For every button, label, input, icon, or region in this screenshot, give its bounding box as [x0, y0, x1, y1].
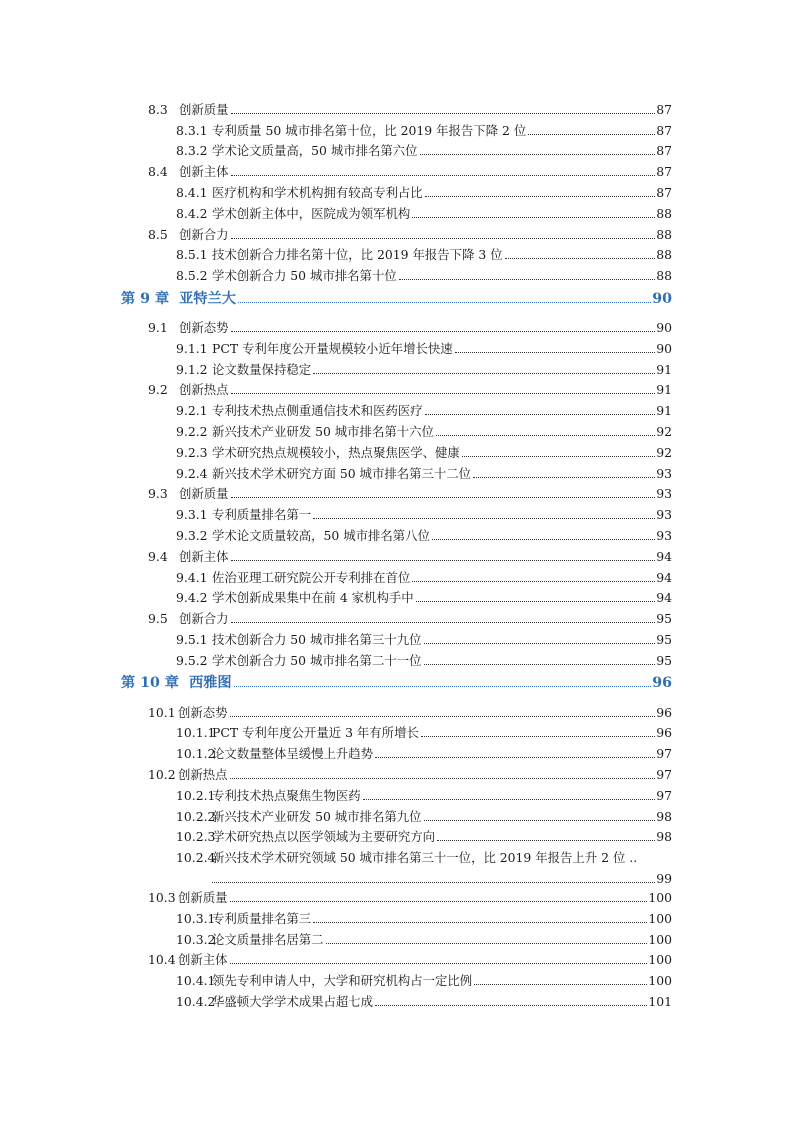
- toc-dot-leader: [313, 517, 655, 519]
- toc-dot-leader: [231, 174, 656, 176]
- toc-entry-number: 10.1: [148, 704, 176, 720]
- toc-entry-page: 96: [656, 725, 672, 741]
- toc-entry-page: 87: [656, 164, 672, 180]
- toc-dot-leader: [421, 735, 655, 737]
- toc-entry-page: 95: [656, 631, 672, 647]
- table-of-contents: [0, 96, 793, 1009]
- toc-dot-leader: [437, 839, 655, 841]
- toc-dot-leader: [436, 434, 655, 436]
- toc-entry-number: 9.3.1: [176, 507, 208, 523]
- toc-entry-number: 9.5.1: [176, 631, 208, 647]
- toc-entry-page: 90: [656, 319, 672, 335]
- toc-entry-page: 94: [656, 590, 672, 606]
- toc-dot-leader: [455, 351, 656, 353]
- toc-dot-leader: [230, 962, 648, 964]
- toc-dot-leader: [375, 756, 655, 758]
- toc-entry-number: 8.4: [148, 164, 168, 180]
- toc-dot-leader: [313, 921, 647, 923]
- toc-dot-leader: [231, 392, 656, 394]
- toc-entry-title: 创新主体: [179, 164, 229, 180]
- toc-entry[interactable]: [0, 460, 672, 481]
- toc-entry-number: 8.4.2: [176, 205, 208, 221]
- toc-entry[interactable]: [0, 418, 672, 439]
- toc-entry[interactable]: [0, 356, 672, 377]
- toc-entry[interactable]: [0, 905, 672, 926]
- toc-entry-number: 10.2: [148, 766, 176, 782]
- toc-dot-leader: [313, 372, 655, 374]
- toc-dot-leader: [462, 455, 655, 457]
- toc-entry[interactable]: [0, 501, 672, 522]
- toc-entry[interactable]: [0, 803, 672, 824]
- toc-entry-page: 96: [652, 675, 672, 692]
- toc-entry-number: 10.4: [148, 952, 176, 968]
- toc-entry-page: 88: [656, 268, 672, 284]
- toc-entry-number: 10.3.2: [176, 931, 216, 947]
- toc-entry-page: 93: [656, 527, 672, 543]
- toc-entry-number: 10.4.2: [176, 994, 216, 1010]
- toc-dot-leader: [231, 237, 656, 239]
- toc-dot-leader: [432, 538, 655, 540]
- toc-entry[interactable]: [0, 314, 672, 335]
- toc-entry-title: 创新热点: [178, 766, 228, 782]
- toc-dot-leader: [424, 819, 656, 821]
- toc-entry-title: 创新质量: [179, 101, 229, 117]
- toc-dot-leader: [231, 330, 656, 332]
- toc-entry[interactable]: [0, 947, 672, 968]
- toc-entry-page: 97: [656, 787, 672, 803]
- toc-entry-page: 90: [652, 290, 672, 307]
- toc-entry-number: 第 9 章: [121, 290, 170, 307]
- toc-entry[interactable]: [0, 844, 672, 884]
- toc-entry-title: 新兴技术产业研发 50 城市排名第九位: [212, 808, 422, 824]
- toc-entry-number: 9.2.1: [176, 403, 208, 419]
- toc-entry-number: 8.3.2: [176, 143, 208, 159]
- toc-entry[interactable]: [0, 117, 672, 138]
- toc-dot-leader: [363, 798, 656, 800]
- toc-dot-leader: [375, 1004, 647, 1006]
- toc-entry-title: 创新主体: [178, 952, 228, 968]
- toc-entry-title: 论文数量保持稳定: [212, 361, 312, 377]
- toc-entry-number: 9.5.2: [176, 652, 208, 668]
- toc-chapter-entry[interactable]: [0, 670, 672, 697]
- toc-entry-number: 8.3: [148, 101, 168, 117]
- toc-entry-page: 88: [656, 247, 672, 263]
- toc-entry-title: 专利质量排名第一: [212, 507, 312, 523]
- toc-entry[interactable]: [0, 200, 672, 221]
- toc-entry-title: 领先专利申请人中，大学和研究机构占一定比例: [212, 973, 473, 989]
- toc-entry-page: 100: [648, 890, 672, 906]
- toc-entry-page: 88: [656, 226, 672, 242]
- toc-entry[interactable]: [0, 884, 672, 905]
- toc-entry-title: 创新主体: [179, 548, 229, 564]
- toc-entry-page: 90: [656, 340, 672, 356]
- toc-dot-leader: [230, 900, 648, 902]
- toc-entry-title: 创新合力: [179, 226, 229, 242]
- toc-dot-leader: [425, 413, 656, 415]
- toc-entry[interactable]: [0, 782, 672, 803]
- toc-entry-page: 97: [656, 746, 672, 762]
- toc-entry-title: 论文数量整体呈缓慢上升趋势: [212, 746, 374, 762]
- toc-entry-number: 9.4.1: [176, 569, 208, 585]
- toc-dot-leader: [424, 663, 656, 665]
- toc-entry[interactable]: [0, 824, 672, 845]
- toc-entry-number: 10.2.2: [176, 808, 216, 824]
- toc-entry-title: 新兴技术学术研究领域 50 城市排名第三十一位，比 2019 年报告上升 2 位 ..: [212, 850, 638, 866]
- toc-entry-number: 10.1.2: [176, 746, 216, 762]
- toc-dot-leader: [412, 580, 655, 582]
- toc-dot-leader: [420, 153, 656, 155]
- toc-dot-leader: [212, 881, 655, 883]
- toc-entry-page: 87: [656, 122, 672, 138]
- toc-entry-title: 新兴技术产业研发 50 城市排名第十六位: [212, 423, 434, 439]
- toc-entry[interactable]: [0, 221, 672, 242]
- toc-entry[interactable]: [0, 179, 672, 200]
- toc-entry-title: 创新合力: [179, 611, 229, 627]
- toc-entry-title: 专利质量排名第三: [212, 910, 312, 926]
- toc-entry[interactable]: [0, 138, 672, 159]
- toc-entry-page: 100: [648, 973, 672, 989]
- toc-entry-title: PCT 专利年度公开量规模较小近年增长快速: [212, 340, 453, 356]
- toc-entry-number: 9.2.3: [176, 444, 208, 460]
- toc-entry[interactable]: [0, 605, 672, 626]
- toc-entry-page: 87: [656, 143, 672, 159]
- toc-entry-page: 87: [656, 184, 672, 200]
- toc-entry-number: 10.2.3: [176, 829, 216, 845]
- toc-entry-number: 9.2: [148, 382, 168, 398]
- toc-entry[interactable]: [0, 377, 672, 398]
- toc-dot-leader: [528, 133, 655, 135]
- toc-entry-page: 100: [648, 952, 672, 968]
- toc-entry-page: 101: [648, 994, 672, 1010]
- toc-entry-title: 亚特兰大: [179, 290, 236, 307]
- toc-entry-page: 95: [656, 611, 672, 627]
- toc-entry-page: 92: [656, 444, 672, 460]
- toc-entry-title: 创新质量: [179, 486, 229, 502]
- toc-entry[interactable]: [0, 242, 672, 263]
- toc-entry-title: 论文质量排名居第二: [212, 931, 324, 947]
- toc-dot-leader: [505, 257, 656, 259]
- toc-dot-leader: [230, 777, 656, 779]
- toc-entry-number: 8.5: [148, 226, 168, 242]
- toc-entry[interactable]: [0, 988, 672, 1009]
- toc-entry[interactable]: [0, 439, 672, 460]
- toc-chapter-entry[interactable]: [0, 285, 672, 312]
- toc-entry-page: 91: [656, 361, 672, 377]
- toc-entry-title: 学术研究热点规模较小，热点聚焦医学、健康: [212, 444, 460, 460]
- toc-dot-leader: [231, 496, 656, 498]
- toc-dot-leader: [473, 476, 655, 478]
- toc-entry-title: 学术论文质量高，50 城市排名第六位: [212, 143, 418, 159]
- toc-entry-page: 99: [656, 870, 672, 886]
- toc-entry-number: 8.5.2: [176, 268, 208, 284]
- toc-entry-number: 10.2.1: [176, 787, 216, 803]
- toc-entry[interactable]: [0, 543, 672, 564]
- toc-entry[interactable]: [0, 699, 672, 720]
- toc-entry-page: 100: [648, 910, 672, 926]
- toc-entry-page: 100: [648, 931, 672, 947]
- toc-entry-page: 98: [656, 829, 672, 845]
- toc-dot-leader: [234, 685, 652, 687]
- toc-dot-leader: [416, 600, 656, 602]
- toc-entry[interactable]: [0, 740, 672, 761]
- toc-dot-leader: [231, 559, 656, 561]
- toc-entry-number: 8.4.1: [176, 184, 208, 200]
- toc-entry-title: 创新热点: [179, 382, 229, 398]
- toc-entry-number: 9.4: [148, 548, 168, 564]
- toc-dot-leader: [399, 278, 655, 280]
- toc-entry-number: 9.2.4: [176, 465, 208, 481]
- toc-entry[interactable]: [0, 335, 672, 356]
- toc-entry-page: 92: [656, 423, 672, 439]
- toc-entry-page: 95: [656, 652, 672, 668]
- toc-entry-title: 创新态势: [178, 704, 228, 720]
- toc-entry-title: 专利质量 50 城市排名第十位，比 2019 年报告下降 2 位: [212, 122, 527, 138]
- toc-entry[interactable]: [0, 564, 672, 585]
- toc-entry-number: 8.3.1: [176, 122, 208, 138]
- toc-entry-number: 10.2.4: [176, 850, 216, 866]
- toc-entry[interactable]: [0, 585, 672, 606]
- toc-entry-page: 91: [656, 382, 672, 398]
- toc-entry[interactable]: [0, 262, 672, 283]
- toc-entry-title: 佐治亚理工研究院公开专利排在首位: [212, 569, 411, 585]
- toc-entry-page: 88: [656, 205, 672, 221]
- toc-entry-title: 新兴技术学术研究方面 50 城市排名第三十二位: [212, 465, 472, 481]
- toc-entry-title: 创新态势: [179, 319, 229, 335]
- toc-dot-leader: [326, 942, 648, 944]
- toc-entry-page: 98: [656, 808, 672, 824]
- toc-entry-title: 医疗机构和学术机构拥有较高专利占比: [212, 184, 423, 200]
- toc-entry[interactable]: [0, 926, 672, 947]
- toc-entry-title: 学术创新合力 50 城市排名第二十一位: [212, 652, 422, 668]
- toc-entry-page: 93: [656, 486, 672, 502]
- toc-entry-title: 专利技术热点聚焦生物医药: [212, 787, 361, 803]
- toc-entry-title: 专利技术热点侧重通信技术和医药医疗: [212, 403, 423, 419]
- toc-entry-number: 9.2.2: [176, 423, 208, 439]
- toc-entry-title: 西雅图: [189, 675, 232, 692]
- toc-entry-number: 10.1.1: [176, 725, 216, 741]
- toc-entry-page: 97: [656, 766, 672, 782]
- toc-entry-title: 学术研究热点以医学领域为主要研究方向: [212, 829, 436, 845]
- toc-entry-title: 学术论文质量较高，50 城市排名第八位: [212, 527, 430, 543]
- toc-entry[interactable]: [0, 96, 672, 117]
- toc-dot-leader: [425, 195, 656, 197]
- toc-entry[interactable]: [0, 481, 672, 502]
- toc-entry-title: 学术创新成果集中在前 4 家机构手中: [212, 590, 414, 606]
- toc-entry[interactable]: [0, 720, 672, 741]
- toc-entry-number: 9.1.2: [176, 361, 208, 377]
- toc-entry[interactable]: [0, 967, 672, 988]
- toc-entry-page: 91: [656, 403, 672, 419]
- toc-entry-number: 9.1.1: [176, 340, 208, 356]
- toc-entry[interactable]: [0, 761, 672, 782]
- toc-entry-title: 技术创新合力排名第十位，比 2019 年报告下降 3 位: [212, 247, 503, 263]
- toc-entry-number: 第 10 章: [121, 675, 179, 692]
- toc-entry-page: 93: [656, 507, 672, 523]
- toc-entry-title: PCT 专利年度公开量近 3 年有所增长: [212, 725, 419, 741]
- toc-dot-leader: [424, 642, 656, 644]
- toc-dot-leader: [412, 216, 655, 218]
- toc-entry-page: 94: [656, 569, 672, 585]
- toc-entry-number: 9.3.2: [176, 527, 208, 543]
- toc-entry-number: 8.5.1: [176, 247, 208, 263]
- toc-entry[interactable]: [0, 647, 672, 668]
- toc-entry-number: 10.3.1: [176, 910, 216, 926]
- toc-entry-title: 技术创新合力 50 城市排名第三十九位: [212, 631, 422, 647]
- toc-entry[interactable]: [0, 522, 672, 543]
- toc-entry-title: 创新质量: [178, 890, 228, 906]
- toc-entry-title: 学术创新合力 50 城市排名第十位: [212, 268, 397, 284]
- toc-entry-page: 96: [656, 704, 672, 720]
- toc-entry-number: 9.4.2: [176, 590, 208, 606]
- toc-entry-page: 93: [656, 465, 672, 481]
- toc-entry-number: 10.4.1: [176, 973, 216, 989]
- toc-entry[interactable]: [0, 397, 672, 418]
- toc-dot-leader: [230, 715, 656, 717]
- toc-dot-leader: [238, 301, 651, 303]
- toc-dot-leader: [231, 112, 656, 114]
- toc-entry-page: 87: [656, 101, 672, 117]
- toc-entry[interactable]: [0, 626, 672, 647]
- toc-entry-title: 学术创新主体中，医院成为领军机构: [212, 205, 411, 221]
- toc-entry-number: 10.3: [148, 890, 176, 906]
- toc-entry-title: 华盛顿大学学术成果占超七成: [212, 994, 374, 1010]
- toc-dot-leader: [474, 983, 647, 985]
- toc-entry-number: 9.5: [148, 611, 168, 627]
- toc-entry-number: 9.3: [148, 486, 168, 502]
- toc-entry[interactable]: [0, 158, 672, 179]
- toc-dot-leader: [231, 621, 656, 623]
- toc-entry-number: 9.1: [148, 319, 168, 335]
- toc-entry-page: 94: [656, 548, 672, 564]
